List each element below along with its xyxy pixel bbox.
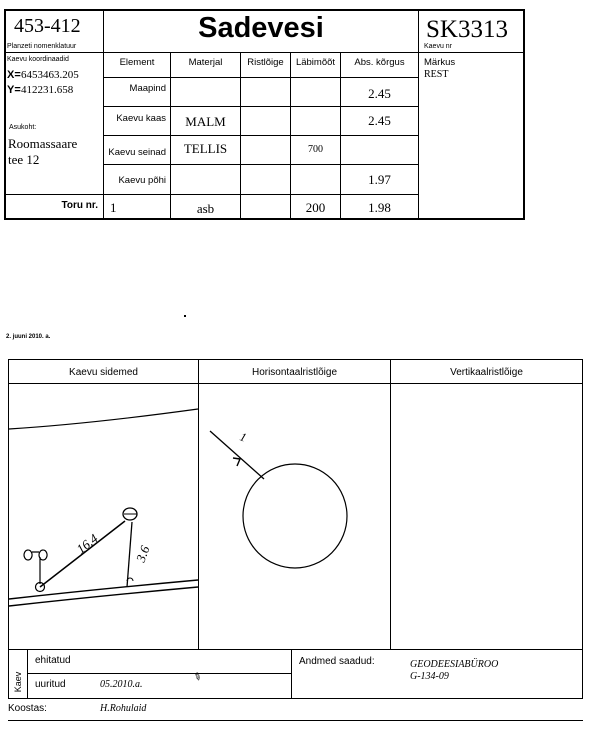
sketch-col1-title: Kaevu sidemed (69, 367, 138, 378)
th-ristloige: Ristlõige (247, 57, 284, 68)
compiler-value: H.Rohulaid (100, 703, 147, 714)
th-labimoot: Läbimõõt (295, 57, 336, 68)
footer-row-rule (27, 673, 291, 674)
y-label: Y= (7, 84, 21, 96)
well-ties-sketch (9, 384, 198, 648)
pipe-mark-label: 1 (237, 429, 249, 445)
address-line-1: Roomassaare (8, 136, 78, 151)
row-element: Kaevu põhi (118, 175, 166, 186)
source-value-2: G-134-09 (410, 671, 449, 682)
sketch-top-border (8, 359, 583, 360)
date-note: 2. juuni 2010. a. (6, 334, 51, 340)
x-value: 6453463.205 (21, 69, 79, 81)
pen-mark: ✎ (190, 670, 204, 685)
well-id: SK3313 (426, 16, 508, 43)
th-element: Element (119, 57, 155, 68)
remarks-label: Märkus (424, 57, 456, 68)
built-label: ehitatud (35, 655, 71, 666)
pipe-row-label: Toru nr. (61, 200, 98, 211)
pipe-materjal: asb (196, 201, 215, 216)
sketch-col3-title: Vertikaalristlõige (450, 367, 523, 378)
row-korgus: 2.45 (368, 86, 391, 101)
footer-bottom-rule (8, 698, 583, 699)
th-korgus: Abs. kõrgus (354, 57, 405, 68)
table-hline-1 (104, 77, 419, 78)
page-title: Sadevesi (198, 12, 324, 44)
row-element: Kaevu seinad (108, 147, 166, 158)
footer-mid-divider (291, 649, 292, 699)
x-label: X= (7, 69, 21, 81)
left-border (4, 9, 6, 219)
table-hline-3 (104, 135, 419, 136)
dimension-label-b: 3.6 (132, 543, 153, 565)
compiler-rule (8, 720, 583, 721)
sketch-col2-title: Horisontaalristlõige (251, 367, 338, 378)
sketch-divider-2 (390, 359, 391, 649)
th-materjal: Materjal (188, 57, 223, 68)
footer-side-divider (27, 649, 28, 699)
row-labimoot: 700 (308, 144, 323, 155)
right-border (523, 9, 525, 219)
pipe-korgus: 1.98 (368, 200, 391, 215)
map-sheet-label: Planzeti nomenklatuur (7, 43, 77, 50)
source-value-1: GEODEESIABÜROO (410, 659, 499, 670)
coords-label: Kaevu koordinaadid (7, 56, 69, 63)
footer-side-label: Kaev (13, 671, 23, 693)
compiler-label: Koostas: (8, 703, 47, 714)
map-sheet-number: 453-412 (14, 15, 81, 37)
surveyed-value: 05.2010.a. (100, 679, 143, 690)
bottom-border (4, 218, 525, 220)
address-line-2: tee 12 (8, 152, 40, 167)
remarks-value: REST (424, 69, 449, 80)
footer-left-border (8, 649, 9, 699)
horizontal-section-sketch (199, 384, 390, 648)
pipe-labimoot: 200 (305, 200, 326, 215)
footer-right-border (582, 649, 583, 699)
col-divider-right (418, 9, 419, 219)
footer-top-border (8, 649, 583, 650)
table-hline-2 (104, 106, 419, 107)
row-korgus: 2.45 (368, 113, 391, 128)
row-materjal: MALM (185, 114, 226, 129)
pipe-nr: 1 (110, 200, 117, 215)
row-element: Maapind (129, 83, 166, 94)
surveyed-label: uuritud (35, 679, 66, 690)
row-korgus: 1.97 (368, 172, 391, 187)
source-label: Andmed saadud: (299, 656, 375, 667)
y-value: 412231.658 (21, 84, 74, 96)
sketch-right-border (582, 359, 583, 649)
row-materjal: TELLIS (183, 141, 228, 156)
dimension-label-a: 16.4 (73, 530, 101, 557)
table-hline-4 (104, 164, 419, 165)
top-border (4, 9, 524, 11)
table-hline-5 (4, 194, 419, 195)
header-rule (4, 52, 524, 53)
scan-speck (184, 315, 186, 317)
address-label: Asukoht: (9, 124, 37, 131)
row-element: Kaevu kaas (116, 113, 166, 124)
well-id-label: Kaevu nr (424, 43, 453, 50)
